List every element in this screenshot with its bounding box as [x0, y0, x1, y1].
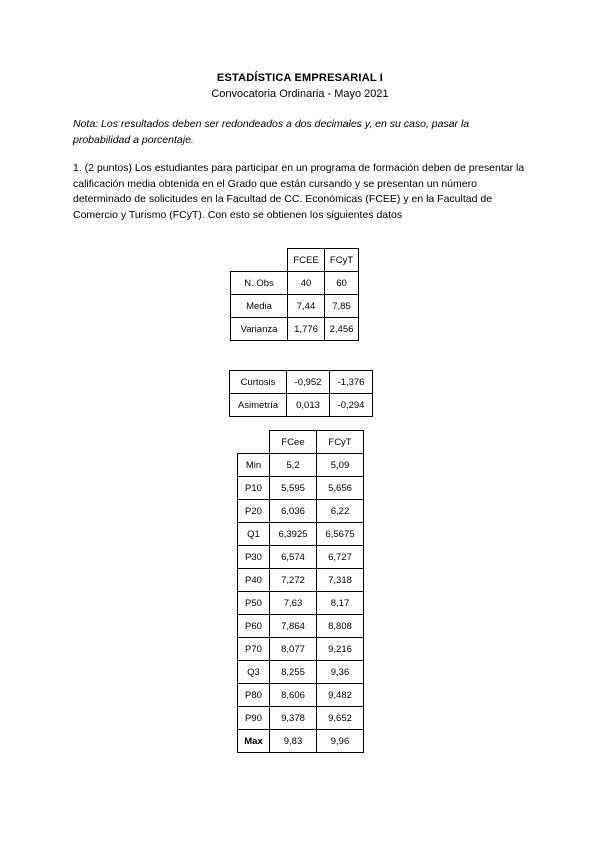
table-cell: 60 [325, 272, 359, 295]
table-cell: 7,63 [270, 592, 317, 615]
table-header-row [231, 249, 359, 272]
table-row [238, 546, 364, 569]
table-cell: 8,255 [270, 661, 317, 684]
note-paragraph: Nota: Los resultados deben ser redondeados a dos decimales y, en su caso, pasar la probabilidad a porcentaje. [73, 118, 470, 146]
table-cell: 0,013 [287, 394, 330, 417]
row-label: Q3 [238, 661, 270, 684]
row-label: Varianza [231, 318, 288, 341]
row-label: P80 [238, 684, 270, 707]
question-1-text: 1. (2 puntos) Los estudiantes para participar en un programa de formación deben de presentar la calificación media obtenida en el Grado que están cursando y se presentan un número determinado de solicitudes en la Facultad de CC. Económicas (FCEE) y en la Facultad de Comercio y Turismo (FCyT). Con esto se obtienen los siguientes datos [73, 162, 525, 221]
column-header: FCee [270, 431, 317, 454]
table-cell: 9,482 [317, 684, 364, 707]
row-label: P20 [238, 500, 270, 523]
row-label: Q1 [238, 523, 270, 546]
table-cell: 5,2 [270, 454, 317, 477]
row-label: Media [231, 295, 288, 318]
row-label: P30 [238, 546, 270, 569]
table-cell: 9,96 [317, 730, 364, 753]
table-cell: 9,83 [270, 730, 317, 753]
row-label: Asimetría [230, 394, 287, 417]
row-label: P40 [238, 569, 270, 592]
table-cell: 9,36 [317, 661, 364, 684]
table-cell: 1,776 [288, 318, 325, 341]
table-cell: 6,5675 [317, 523, 364, 546]
row-label: Curtosis [230, 371, 287, 394]
table-row [238, 638, 364, 661]
column-header: FCyT [325, 249, 359, 272]
table-cell: 8,077 [270, 638, 317, 661]
table-row [230, 394, 373, 417]
table-cell: 7,85 [325, 295, 359, 318]
table-row [238, 707, 364, 730]
row-label: P70 [238, 638, 270, 661]
table-cell: 9,216 [317, 638, 364, 661]
table-cell: 5,656 [317, 477, 364, 500]
table-cell: 8,808 [317, 615, 364, 638]
table-row [238, 523, 364, 546]
table-cell: 6,036 [270, 500, 317, 523]
table-cell: 6,22 [317, 500, 364, 523]
table-cell: -0,952 [287, 371, 330, 394]
row-label: P60 [238, 615, 270, 638]
table-cell: 40 [288, 272, 325, 295]
table-row [238, 592, 364, 615]
table-row [230, 371, 373, 394]
table-row [231, 272, 359, 295]
table-row [238, 730, 364, 753]
column-header: FCyT [317, 431, 364, 454]
table-cell: 6,3925 [270, 523, 317, 546]
table-cell: 5,09 [317, 454, 364, 477]
table-cell: 9,652 [317, 707, 364, 730]
empty-header-cell [231, 249, 288, 272]
table-cell: 6,727 [317, 546, 364, 569]
shape-table [229, 370, 373, 417]
table-row [238, 477, 364, 500]
table-cell: 7,44 [288, 295, 325, 318]
row-label: Min [238, 454, 270, 477]
table-cell: 5,595 [270, 477, 317, 500]
row-label: P90 [238, 707, 270, 730]
row-label: N. Obs [231, 272, 288, 295]
table-cell: 6,574 [270, 546, 317, 569]
document-subtitle: Convocatoria Ordinaria - Mayo 2021 [211, 88, 389, 100]
summary-table [230, 248, 359, 341]
table-header-row [238, 431, 364, 454]
table-row [238, 615, 364, 638]
table-cell: 7,318 [317, 569, 364, 592]
table-row [238, 661, 364, 684]
table-cell: 7,864 [270, 615, 317, 638]
table-cell: -0,294 [330, 394, 373, 417]
table-cell: -1,376 [330, 371, 373, 394]
table-row [238, 454, 364, 477]
table-cell: 8,606 [270, 684, 317, 707]
empty-header-cell [238, 431, 270, 454]
table-row [238, 569, 364, 592]
table-cell: 9,378 [270, 707, 317, 730]
table-row [238, 684, 364, 707]
row-label: P50 [238, 592, 270, 615]
percentile-table [237, 430, 364, 753]
table-cell: 8,17 [317, 592, 364, 615]
column-header: FCEE [288, 249, 325, 272]
table-cell: 7,272 [270, 569, 317, 592]
table-cell: 2,456 [325, 318, 359, 341]
document-title: ESTADÍSTICA EMPRESARIAL I [216, 72, 384, 84]
row-label: P10 [238, 477, 270, 500]
table-row [238, 500, 364, 523]
table-row [231, 318, 359, 341]
table-row [231, 295, 359, 318]
row-label: Max [238, 730, 270, 753]
